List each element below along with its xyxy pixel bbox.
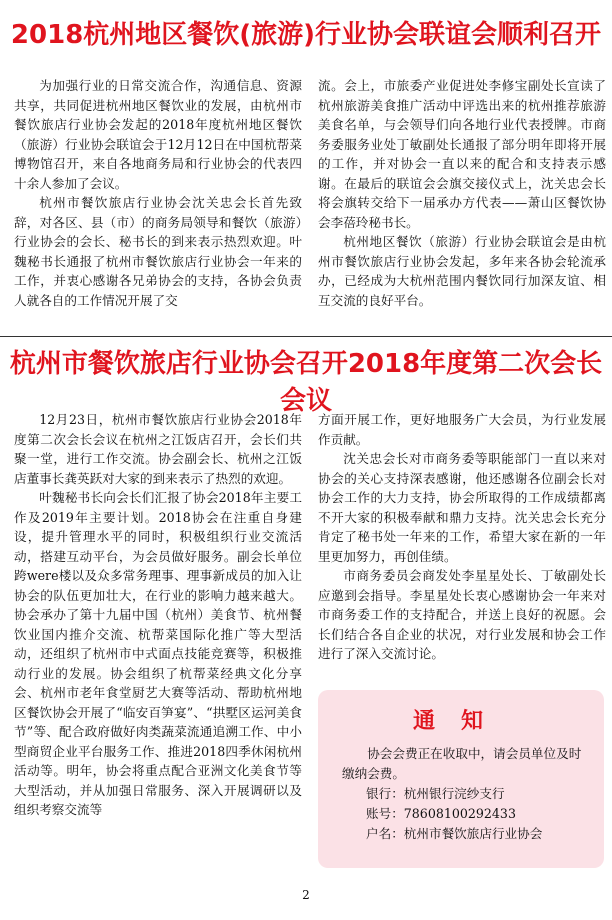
article2-right-column (318, 410, 606, 664)
notice-title: 通知 (412, 709, 509, 734)
article2-title: 杭州市餐饮旅店行业协会召开2018年度第二次会长会议 (9, 349, 603, 416)
article2-paragraph: 叶魏秘书长向会长们汇报了协会2018年主要工作及2019年主要计划。2018协会在注重自身建设，提升管理水平的同时，积极组织行业交流活动，搭建互动平台，为会员做好服务。副会长单位跨were楼以及众多常务理事、理事新成员的加入让协会的队伍更加壮大，在行业的影响力越来越大。协会承办了第十九届中国（杭州）美食节、杭州餐饮业国内推介交流、杭帮菜国际化推广等大型活动，还组织了杭州市中式面点技能竞赛等，积极推动行业的发展。协会组织了杭帮菜经典文化分享会、杭州市老年食堂厨艺大赛等活动、帮助杭州地区餐饮协会开展了“临安百笋宴”、“拱墅区运河美食节”等、配合政府做好肉类蔬菜流通追溯工作、中小型商贸企业平台服务工作、推进2018四季休闲杭州活动等。明年，协会将重点配合亚洲文化美食节等大型活动，并从加强日常服务、深入开展调研以及组织考察交流等 (14, 490, 302, 817)
page-number: 2 (302, 888, 310, 902)
article1-paragraph: 杭州市餐饮旅店行业协会沈关忠会长首先致辞，对各区、县（市）的商务局领导和餐饮（旅游）行业协会的会长、秘书长的到来表示热烈欢迎。叶魏秘书长通报了杭州市餐饮旅店行业协会一年来的工作，并衷心感谢各兄弟协会的支持，各协会负责人就各自的工作情况开展了交 (14, 195, 302, 308)
section-divider (0, 336, 612, 337)
article2-paragraph: 方面开展工作，更好地服务广大会员，为行业发展作贡献。 (318, 412, 606, 447)
article2-left-column (14, 410, 302, 820)
notice-box (318, 690, 604, 868)
article2-paragraph: 市商务委员会商发处李星星处长、丁敏副处长应邀到会指导。李星星处长衷心感谢协会一年来对市商务委工作的支持配合，并送上良好的祝愿。会长们结合各自企业的状况，对行业发展和协会工作进行了深入交流讨论。 (318, 568, 606, 661)
article1-title: 2018杭州地区餐饮(旅游)行业协会联谊会顺利召开 (10, 20, 602, 50)
article1-left-column (14, 76, 302, 310)
notice-account: 账号：78608100292433 (366, 806, 516, 821)
notice-holder: 户名：杭州市餐饮旅店行业协会 (366, 826, 543, 841)
article2-paragraph: 沈关忠会长对市商务委等职能部门一直以来对协会的关心支持深表感谢，他还感谢各位副会长对协会工作的大力支持，协会所取得的工作成绩都离不开大家的积极奉献和鼎力支持。沈关忠会长充分肯定了秘书处一年来的工作，希望大家在新的一年里更加努力，再创佳绩。 (318, 451, 606, 564)
article2-paragraph: 12月23日，杭州市餐饮旅店行业协会2018年度第二次会长会议在杭州之江饭店召开，会长们共聚一堂，进行工作交流。协会副会长、杭州之江饭店董事长龚英跃对大家的到来表示了热烈的欢迎。 (14, 412, 302, 486)
notice-bank: 银行：杭州银行浣纱支行 (366, 786, 505, 801)
article1-paragraph: 流。会上，市旅委产业促进处李修宝副处长宣读了杭州旅游美食推广活动中评选出来的杭州推荐旅游美食名单，与会领导们向各地行业代表授牌。市商务委服务业处丁敏副处长通报了部分明年即将开展的工作，并对协会一直以来的配合和支持表示感谢。在最后的联谊会会旗交接仪式上，沈关忠会长将会旗转交给下一届承办方代表——萧山区餐饮协会李蓓玲秘书长。 (318, 78, 606, 230)
article1-right-column (318, 76, 606, 310)
notice-body (342, 744, 592, 844)
article1-paragraph: 杭州地区餐饮（旅游）行业协会联谊会是由杭州市餐饮旅店行业协会发起，多年来各协会轮流承办，已经成为大杭州范围内餐饮同行加深友谊、相互交流的良好平台。 (318, 234, 606, 308)
notice-text: 协会会费正在收取中，请会员单位及时缴纳会费。 (342, 746, 582, 781)
article1-paragraph: 为加强行业的日常交流合作，沟通信息、资源共享，共同促进杭州地区餐饮业的发展，由杭州市餐饮旅店行业协会发起的2018年度杭州地区餐饮（旅游）行业协会联谊会于12月12日在中国杭帮菜博物馆召开，来自各地商务局和行业协会的代表四十余人参加了会议。 (14, 78, 302, 191)
